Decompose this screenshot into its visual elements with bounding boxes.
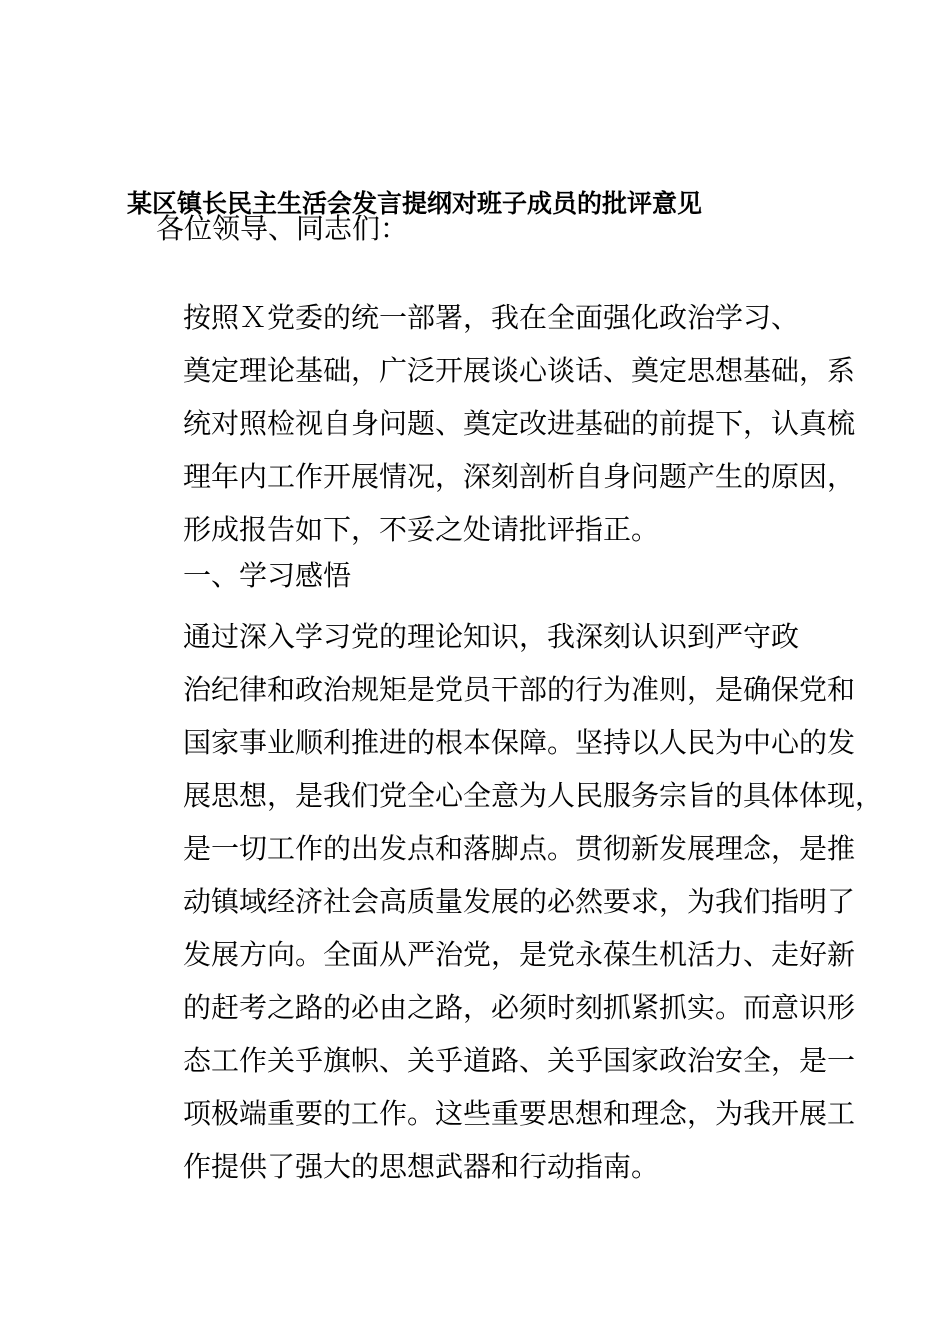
paragraph-line: 动镇域经济社会高质量发展的必然要求，为我们指明了	[183, 885, 856, 918]
section-heading-learning: 一、学习感悟	[183, 559, 352, 592]
paragraph-line: 的赶考之路的必由之路，必须时刻抓紧抓实。而意识形	[183, 991, 856, 1024]
paragraph-line: 理年内工作开展情况，深刻剖析自身问题产生的原因，	[183, 460, 856, 493]
paragraph-learning-insights	[127, 610, 884, 1193]
document-title: 某区镇长民主生活会发言提纲对班子成员的批评意见	[127, 189, 703, 218]
paragraph-line: 发展方向。全面从严治党，是党永葆生机活力、走好新	[183, 938, 856, 971]
paragraph-line: 治纪律和政治规矩是党员干部的行为准则，是确保党和	[183, 673, 856, 706]
paragraph-line: 国家事业顺利推进的根本保障。坚持以人民为中心的发	[183, 726, 856, 759]
paragraph-line: 奠定理论基础，广泛开展谈心谈话、奠定思想基础，系	[183, 354, 856, 387]
paragraph-introduction	[127, 291, 856, 556]
paragraph-line: 统对照检视自身问题、奠定改进基础的前提下，认真梳	[183, 407, 856, 440]
paragraph-line: 按照Ｘ党委的统一部署，我在全面强化政治学习、	[183, 301, 800, 334]
paragraph-line: 展思想，是我们党全心全意为人民服务宗旨的具体体现，	[183, 779, 884, 812]
paragraph-line: 是一切工作的出发点和落脚点。贯彻新发展理念，是推	[183, 832, 856, 865]
paragraph-line: 作提供了强大的思想武器和行动指南。	[183, 1150, 660, 1183]
paragraph-line: 项极端重要的工作。这些重要思想和理念，为我开展工	[183, 1097, 856, 1130]
paragraph-line: 通过深入学习党的理论知识，我深刻认识到严守政	[183, 620, 800, 653]
paragraph-line: 态工作关乎旗帜、关乎道路、关乎国家政治安全，是一	[183, 1044, 856, 1077]
paragraph-line: 形成报告如下，不妥之处请批评指正。	[183, 513, 660, 546]
salutation: 各位领导、同志们：	[156, 212, 409, 245]
